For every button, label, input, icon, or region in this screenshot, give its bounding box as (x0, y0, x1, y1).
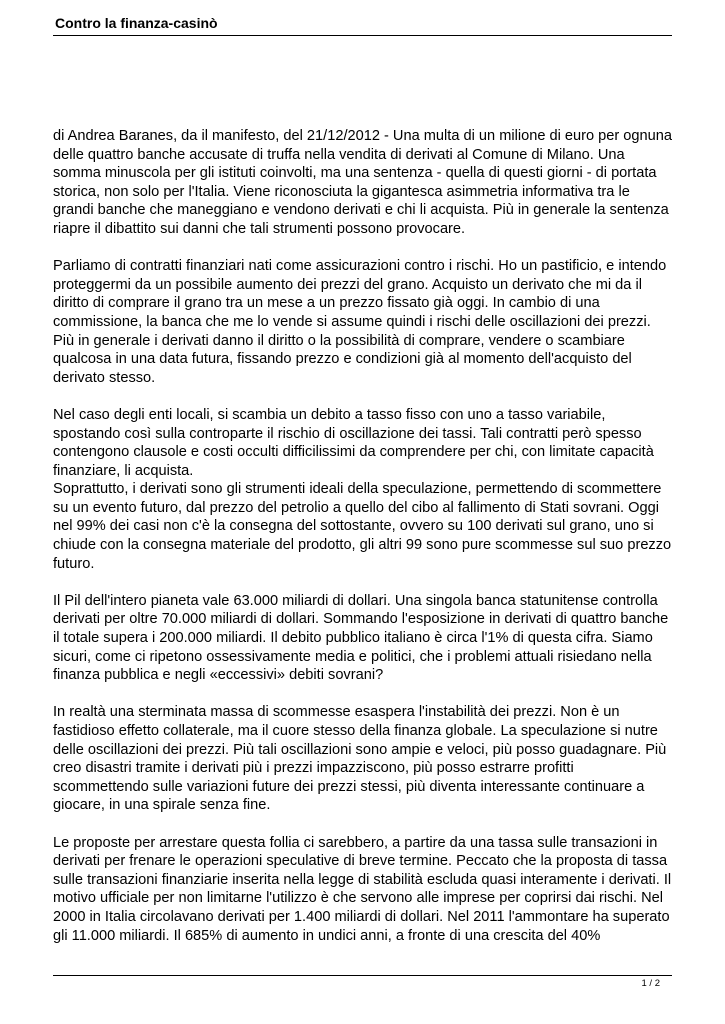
text-line: delle quattro banche accusate di truffa nella vendita di derivati al Comune di Milano. Una (53, 146, 625, 163)
text-line: motivo ufficiale per non limitarne l'utilizzo è che servono alle imprese per coprirsi dai rischi. Nel (53, 890, 664, 907)
text-line: il totale supera i 200.000 miliardi. Il debito pubblico italiano è circa l'1% di questa cifra. Siamo (53, 630, 653, 647)
text-line: finanziare, li acquista. (53, 462, 194, 479)
text-line: creo disastri tramite i derivati più i prezzi impazziscono, più posso estrarre profitti (53, 760, 574, 777)
page-number: 1 / 2 (641, 978, 660, 989)
paragraph-gdp (53, 592, 683, 685)
text-line: grandi banche che maneggiano e vendono derivati e chi li acquista. Più in generale la sentenza (53, 202, 669, 219)
text-line: riapre il dibattito sui danni che tali strumenti possono provocare. (53, 220, 466, 237)
text-line: chiude con la consegna materiale del prodotto, gli altri 99 sono pure scommesse sul suo prezzo (53, 537, 672, 554)
text-line: diritto di comprare il grano tra un mese a un prezzo fissato già oggi. In cambio di una (53, 295, 600, 312)
text-line: scommettendo sulle variazioni future dei prezzi stessi, più diventa interessante continuare a (53, 778, 645, 795)
page-header (53, 13, 672, 36)
text-line: sicuri, come ci ripetono ossessivamente media e politici, che i problemi attuali risiedano nella (53, 648, 652, 665)
paragraph-local-authorities (53, 406, 683, 480)
page-title: Contro la finanza-casinò (55, 15, 218, 31)
text-line: Il Pil dell'intero pianeta vale 63.000 miliardi di dollari. Una singola banca statunitense controlla (53, 592, 658, 609)
text-line: su un evento futuro, dal prezzo del petrolio a quello del cibo al fallimento di Stati sovrani. Oggi (53, 499, 659, 516)
paragraph-proposals (53, 834, 683, 946)
text-line: storica, non solo per l'Italia. Viene riconosciuta la gigantesca asimmetria informativa tra le (53, 183, 630, 200)
text-line: 2000 in Italia circolavano derivati per 1.400 miliardi di dollari. Nel 2011 l'ammontare ha superato (53, 908, 670, 925)
text-line: somma minuscola per gli istituti coinvolti, ma una sentenza - quella di questi giorni - di portata (53, 165, 657, 182)
text-line: Nel caso degli enti locali, si scambia un debito a tasso fisso con uno a tasso variabile, (53, 406, 606, 423)
paragraph-instability (53, 703, 683, 815)
text-line: qualcosa in una data futura, fissando prezzo e condizioni già al momento dell'acquisto del (53, 351, 632, 368)
paragraph-intro (53, 127, 683, 239)
text-line: Più in generale i derivati danno il diritto o la possibilità di comprare, vendere o scambiare (53, 332, 625, 349)
page-footer (53, 975, 672, 989)
text-line: Parliamo di contratti finanziari nati come assicurazioni contro i rischi. Ho un pastificio, e intendo (53, 258, 667, 275)
text-line: derivati per oltre 70.000 miliardi di dollari. Sommando l'esposizione in derivati di quattro banche (53, 611, 669, 628)
text-line: nel 99% dei casi non c'è la consegna del sottostante, ovvero su 100 derivati sul grano, uno si (53, 518, 654, 535)
text-line: delle oscillazioni dei prezzi. Più tali oscillazioni sono ampie e veloci, più posso guadagnare. Più (53, 741, 667, 758)
text-line: derivati per frenare le operazioni speculative di breve termine. Peccato che la proposta di tassa (53, 853, 668, 870)
text-line: derivato stesso. (53, 369, 156, 386)
text-line: gli 11.000 miliardi. Il 685% di aumento in undici anni, a fronte di una crescita del 40% (53, 927, 601, 944)
text-line: proteggermi da un possibile aumento dei prezzi del grano. Acquisto un derivato che mi da il (53, 276, 642, 293)
text-line: spostando così sulla controparte il rischio di oscillazione dei tassi. Tali contratti però spesso (53, 425, 642, 442)
text-line: fastidioso effetto collaterale, ma il cuore stesso della finanza globale. La speculazione si nutre (53, 723, 658, 739)
paragraph-speculation (53, 480, 683, 573)
text-line: contengono clausole e costi occulti difficilissimi da comprendere per chi, con limitate capacità (53, 444, 654, 461)
article-body (53, 127, 683, 945)
text-line: finanza pubblica e negli «eccessivi» debiti sovrani? (53, 667, 384, 684)
text-line: Soprattutto, i derivati sono gli strumenti ideali della speculazione, permettendo di scommettere (53, 481, 662, 498)
text-line: commissione, la banca che me lo vende si assume quindi i rischi delle oscillazioni dei prezzi. (53, 313, 651, 330)
text-line: futuro. (53, 555, 95, 572)
text-line: Le proposte per arrestare questa follia ci sarebbero, a partire da una tassa sulle transazioni in (53, 834, 658, 851)
text-line: di Andrea Baranes, da il manifesto, del 21/12/2012 - Una multa di un milione di euro per ognuna (53, 128, 673, 144)
text-line: giocare, in una spirale senza fine. (53, 797, 271, 814)
paragraph-contracts (53, 257, 683, 387)
text-line: In realtà una sterminata massa di scommesse esaspera l'instabilità dei prezzi. Non è un (53, 704, 620, 721)
text-line: sulle transazioni finanziarie inserita nella legge di stabilità escluda quasi interamente i derivati. Il (53, 871, 672, 888)
